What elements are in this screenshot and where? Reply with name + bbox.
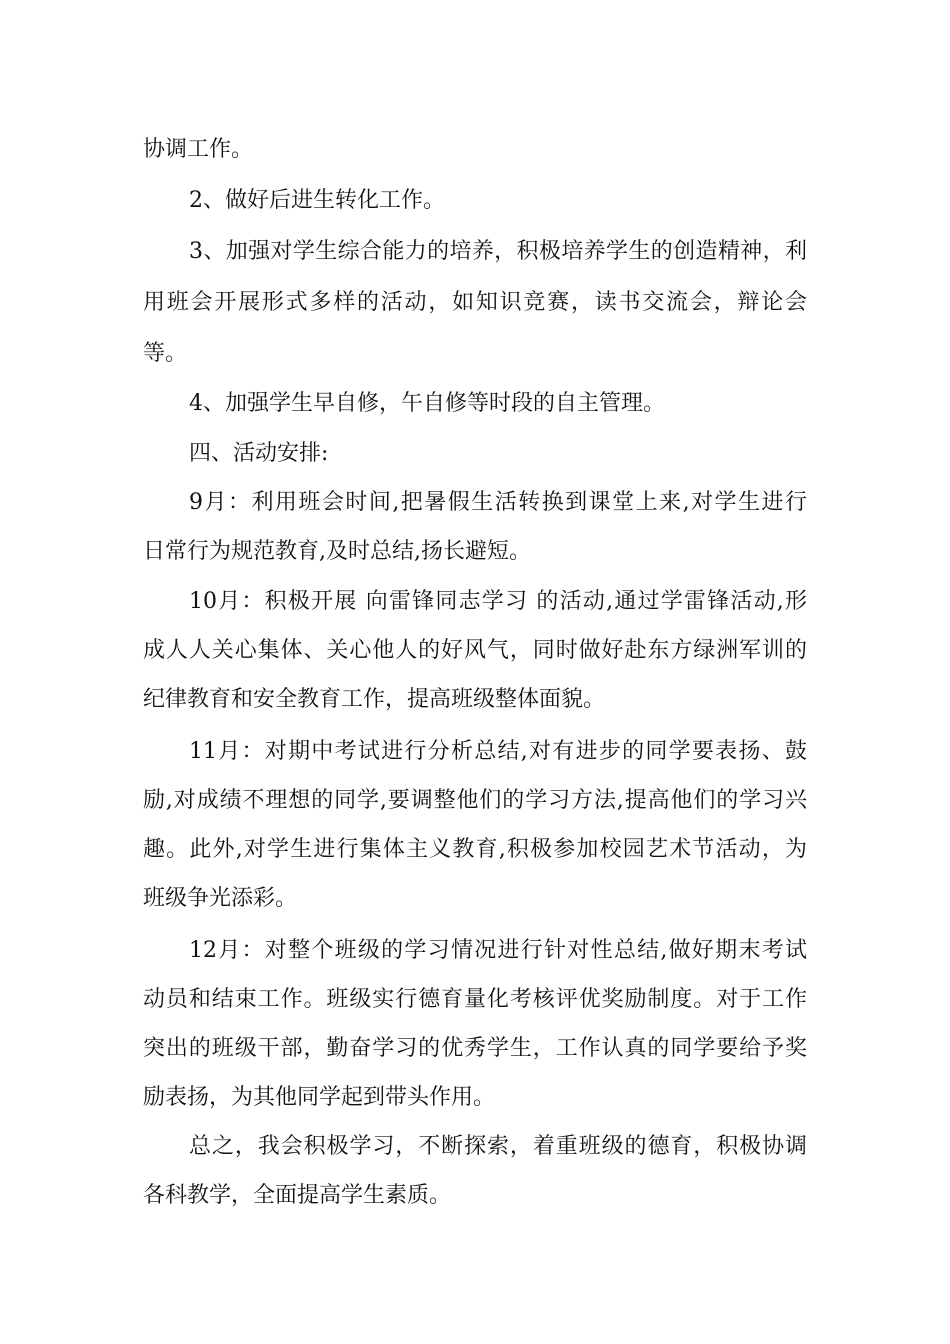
text-line: 纪律教育和安全教育工作，提高班级整体面貌。 bbox=[143, 687, 606, 712]
text-line: 励表扬，为其他同学起到带头作用。 bbox=[143, 1085, 496, 1110]
text-line: 12月：对整个班级的学习情况进行针对性总结,做好期末考试 bbox=[189, 938, 807, 963]
text-line: 成人人关心集体、关心他人的好风气，同时做好赴东方绿洲军训的 bbox=[143, 638, 807, 663]
text-line: 突出的班级干部，勤奋学习的优秀学生，工作认真的同学要给予奖 bbox=[143, 1036, 807, 1061]
text-line: 2、做好后进生转化工作。 bbox=[189, 188, 445, 213]
text-line: 动员和结束工作。班级实行德育量化考核评优奖励制度。对于工作 bbox=[143, 987, 807, 1012]
text-line: 10月：积极开展 向雷锋同志学习 的活动,通过学雷锋活动,形 bbox=[189, 589, 807, 614]
text-line: 11月：对期中考试进行分析总结,对有进步的同学要表扬、鼓 bbox=[189, 739, 807, 764]
text-line: 3、加强对学生综合能力的培养，积极培养学生的创造精神，利 bbox=[189, 239, 807, 264]
text-line: 4、加强学生早自修，午自修等时段的自主管理。 bbox=[189, 391, 665, 416]
text-line: 励,对成绩不理想的同学,要调整他们的学习方法,提高他们的学习兴 bbox=[143, 788, 807, 813]
text-line: 用班会开展形式多样的活动，如知识竞赛，读书交流会，辩论会 bbox=[143, 290, 807, 315]
text-line: 日常行为规范教育,及时总结,扬长避短。 bbox=[143, 539, 531, 564]
text-line: 9月：利用班会时间,把暑假生活转换到课堂上来,对学生进行 bbox=[189, 490, 807, 515]
text-line: 协调工作。 bbox=[143, 137, 254, 162]
section-heading: 四、活动安排: bbox=[189, 441, 329, 466]
text-line: 班级争光添彩。 bbox=[143, 886, 298, 911]
text-line: 总之，我会积极学习，不断探索，着重班级的德育，积极协调 bbox=[189, 1134, 807, 1159]
text-line: 各科教学，全面提高学生素质。 bbox=[143, 1183, 452, 1208]
text-line: 趣。此外,对学生进行集体主义教育,积极参加校园艺术节活动，为 bbox=[143, 837, 807, 862]
text-line: 等。 bbox=[143, 341, 188, 366]
